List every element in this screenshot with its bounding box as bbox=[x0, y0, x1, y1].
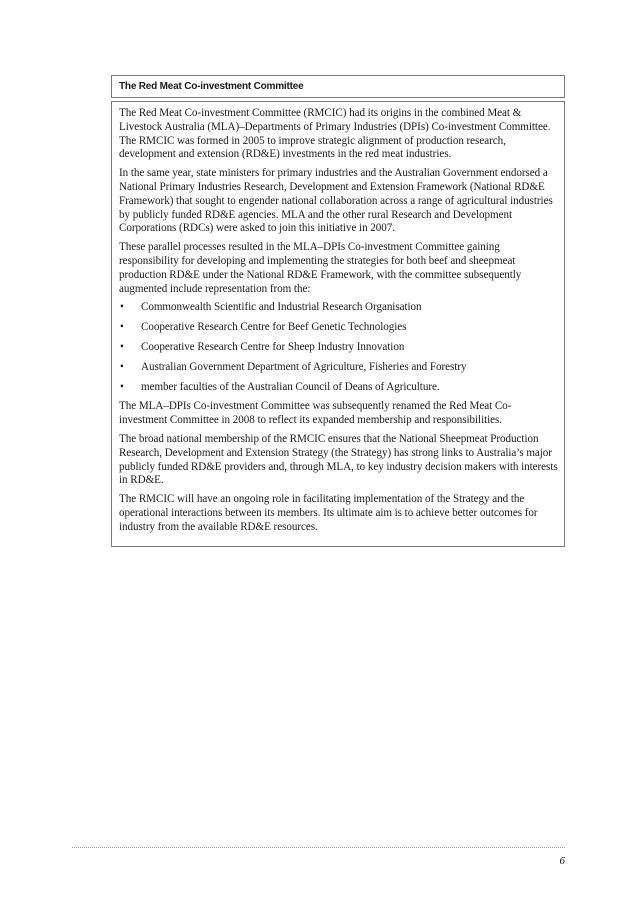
page-number: 6 bbox=[559, 855, 565, 867]
list-item-text: Cooperative Research Centre for Beef Genetic Technologies bbox=[141, 321, 407, 334]
list-item bbox=[119, 381, 558, 395]
bullet-icon: • bbox=[120, 301, 124, 314]
footer-divider bbox=[72, 847, 565, 848]
list-item bbox=[119, 361, 558, 375]
box-title: The Red Meat Co-investment Committee bbox=[111, 75, 565, 98]
paragraph-framework: In the same year, state ministers for primary industries and the Australian Government endorsed a National Primary Industries Research, Development and Extension Framework (National RD&E Framework) that sought to engender national collaboration across a range of agricultural industries by publicly funded RD&E agencies. MLA and the other rural Research and Development Corporations (RDCs) were asked to join this initiative in 2007. bbox=[119, 167, 553, 235]
representation-list bbox=[119, 301, 558, 394]
bullet-icon: • bbox=[120, 340, 124, 353]
list-item bbox=[119, 301, 558, 315]
paragraph-renamed: The MLA–DPIs Co-investment Committee was subsequently renamed the Red Meat Co-investment Committee in 2008 to reflect its expanded membership and responsibilities. bbox=[119, 400, 512, 427]
list-item bbox=[119, 321, 558, 335]
bullet-icon: • bbox=[120, 380, 124, 393]
list-item-text: member faculties of the Australian Council of Deans of Agriculture. bbox=[141, 380, 440, 393]
bullet-icon: • bbox=[120, 321, 124, 334]
list-item-text: Commonwealth Scientific and Industrial Research Organisation bbox=[141, 301, 422, 314]
paragraph-membership: The broad national membership of the RMCIC ensures that the National Sheepmeat Production Research, Development and Extension Strategy (the Strategy) has strong links to Australia’s major publicly funded RD&E providers and, through MLA, to key industry decision makers with interests in RD&E. bbox=[119, 432, 558, 487]
list-item-text: Cooperative Research Centre for Sheep Industry Innovation bbox=[141, 340, 405, 353]
list-item-text: Australian Government Department of Agriculture, Fisheries and Forestry bbox=[141, 360, 467, 373]
paragraph-parallel-processes: These parallel processes resulted in the MLA–DPIs Co-investment Committee gaining responsibility for developing and implementing the strategies for both beef and sheepmeat production RD&E under the National RD&E Framework, with the committee subsequently augmented include representation from the: bbox=[119, 241, 522, 295]
paragraph-origins: The Red Meat Co-investment Committee (RMCIC) had its origins in the combined Meat & Livestock Australia (MLA)–Departments of Primary Industries (DPIs) Co-investment Committee. The RMCIC was formed in 2005 to improve strategic alignment of production research, development and extension (RD&E) investments in the red meat industries. bbox=[119, 107, 551, 161]
list-item bbox=[119, 341, 558, 355]
box-body bbox=[111, 101, 565, 547]
bullet-icon: • bbox=[120, 360, 124, 373]
paragraph-ongoing-role: The RMCIC will have an ongoing role in facilitating implementation of the Strategy and the operational interactions between its members. Its ultimate aim is to achieve better outcomes for industry from the available RD&E resources. bbox=[119, 493, 538, 533]
